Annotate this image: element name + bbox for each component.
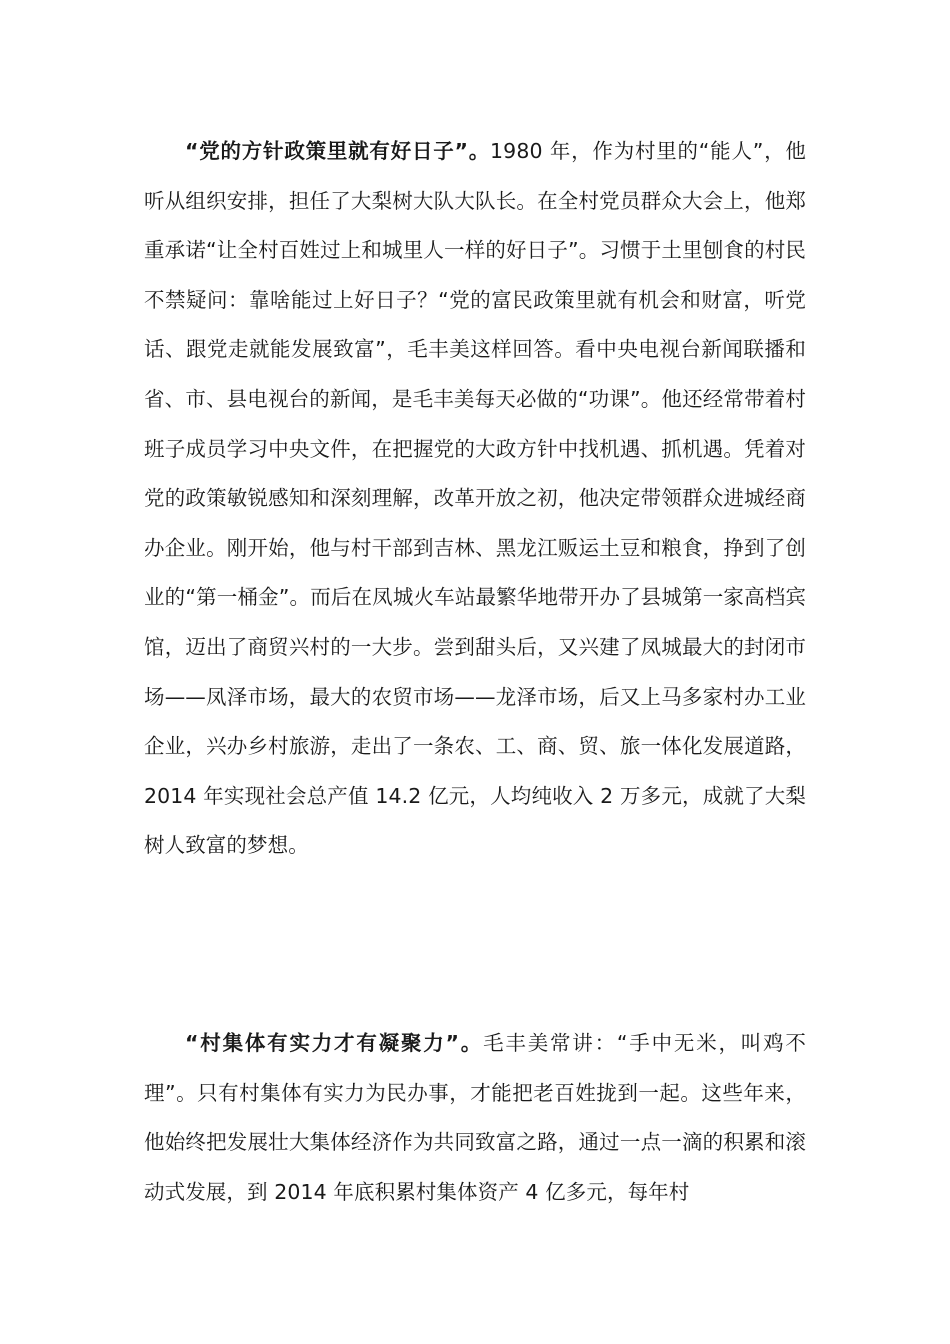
paragraph-body-text: 毛丰美常讲：“手中无米，叫鸡不理”。只有村集体有实力为民办事，才能把老百姓拢到一起。这些年来，他始终把发展壮大集体经济作为共同致富之路，通过一点一滴的积累和滚动式发展，到 2014 年底积累村集体资产 4 亿多元，每年村: [144, 1031, 806, 1204]
paragraph-body-text: 1980 年，作为村里的“能人”，他听从组织安排，担任了大梨树大队大队长。在全村党员群众大会上，他郑重承诺“让全村百姓过上和城里人一样的好日子”。习惯于土里刨食的村民不禁疑问：靠啥能过上好日子？“党的富民政策里就有机会和财富，听党话、跟党走就能发展致富”，毛丰美这样回答。看中央电视台新闻联播和省、市、县电视台的新闻，是毛丰美每天必做的“功课”。他还经常带着村班子成员学习中央文件，在把握党的大政方针中找机遇、抓机遇。凭着对党的政策敏锐感知和深刻理解，改革开放之初，他决定带领群众进城经商办企业。刚开始，他与村干部到吉林、黑龙江贩运土豆和粮食，挣到了创业的“第一桶金”。而后在凤城火车站最繁华地带开办了县城第一家高档宾馆，迈出了商贸兴村的一大步。尝到甜头后，又兴建了凤城最大的封闭市场——凤泽市场，最大的农贸市场——龙泽市场，后又上马多家村办工业企业，兴办乡村旅游，走出了一条农、工、商、贸、旅一体化发展道路，2014 年实现社会总产值 14.2 亿元，人均纯收入 2 万多元，成就了大梨树人致富的梦想。: [144, 139, 806, 858]
paragraph-collective-strength: [144, 1019, 806, 1217]
paragraph-lead-heading: “村集体有实力才有凝聚力”。: [185, 1031, 484, 1055]
paragraph-party-policy: [144, 127, 806, 871]
paragraph-lead-heading: “党的方针政策里就有好日子”。: [185, 139, 491, 163]
